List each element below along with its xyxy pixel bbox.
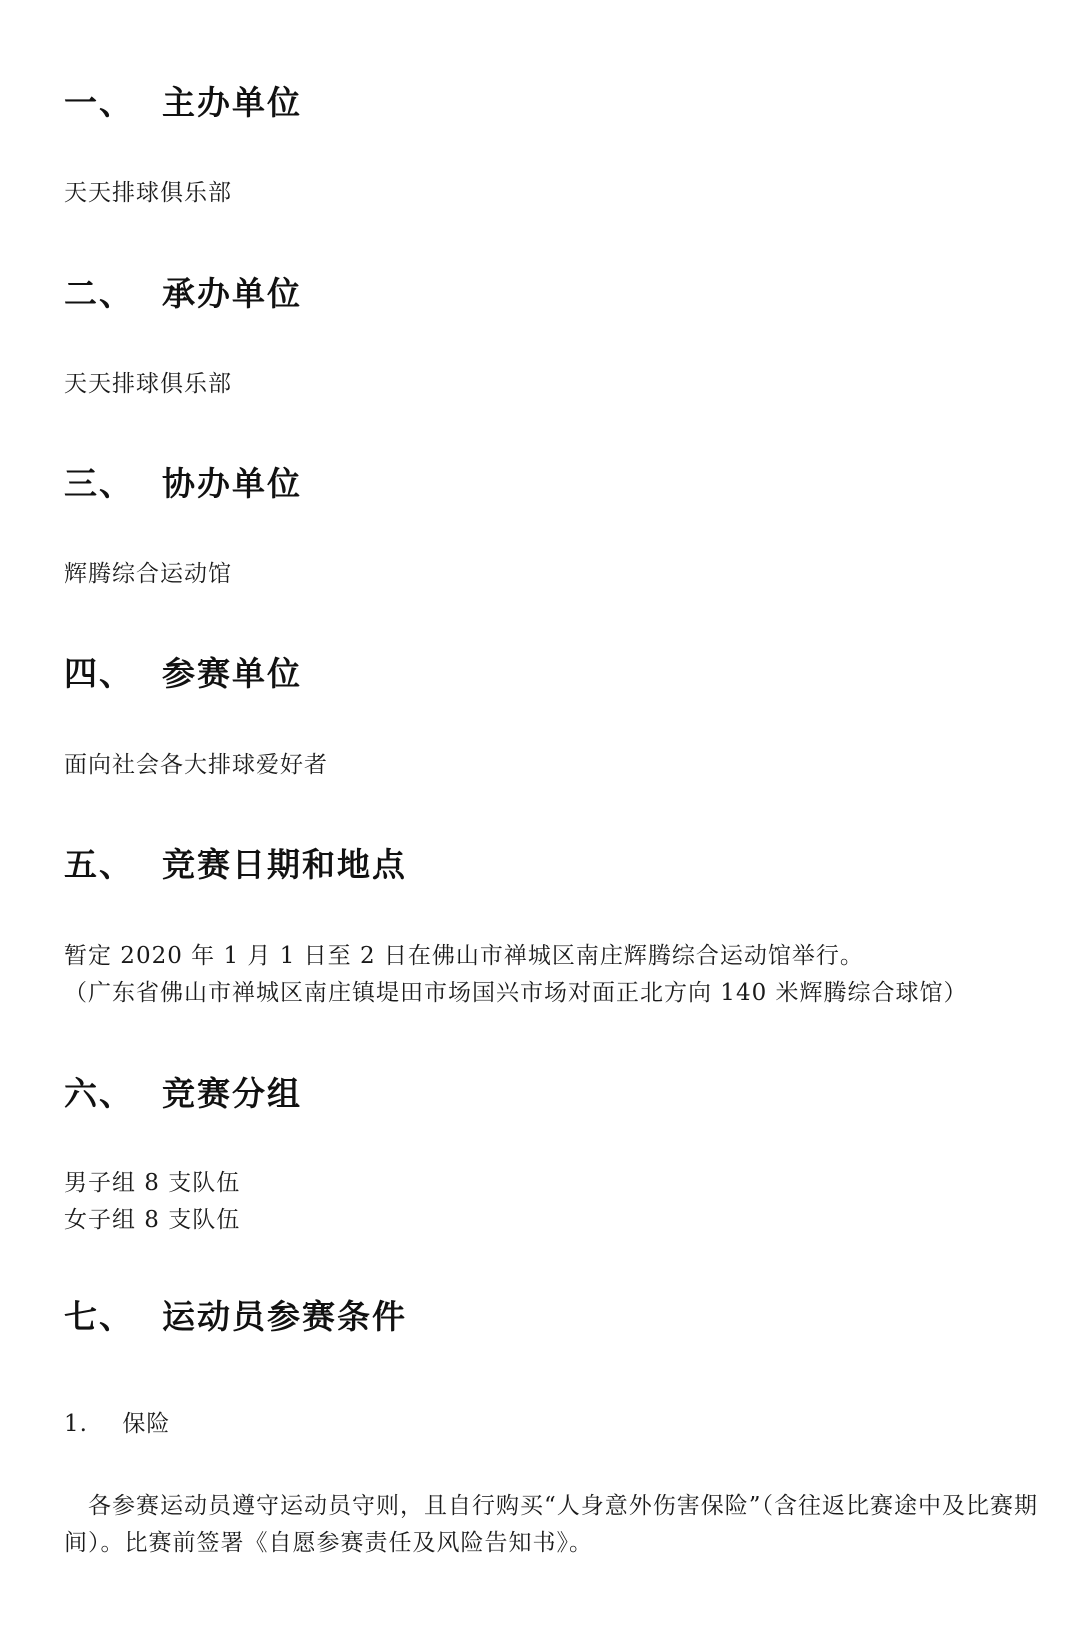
subsection-insurance: [64, 1406, 170, 1443]
section-6-line-2: 女子组 8 支队伍: [64, 1207, 241, 1233]
section-1-number: 一、: [64, 82, 134, 122]
section-4-number: 四、: [64, 653, 134, 693]
section-5-line-2: （广东省佛山市禅城区南庄镇堤田市场国兴市场对面正北方向 140 米辉腾综合球馆）: [64, 980, 968, 1006]
section-7-title: 运动员参赛条件: [162, 1296, 407, 1336]
section-2-number: 二、: [64, 273, 134, 313]
section-6-title: 竞赛分组: [162, 1073, 302, 1113]
section-6-heading: [64, 1066, 302, 1116]
insurance-paragraph: 各参赛运动员遵守运动员守则，且自行购买“人身意外伤害保险”（含往返比赛途中及比赛期间）。比赛前签署《自愿参赛责任及风险告知书》。: [64, 1493, 1039, 1556]
section-1-title: 主办单位: [162, 82, 302, 122]
section-2-heading: [64, 266, 302, 316]
section-6-number: 六、: [64, 1073, 134, 1113]
section-4-title: 参赛单位: [162, 653, 302, 693]
section-5-number: 五、: [64, 844, 134, 884]
subsection-number: 1.: [64, 1411, 88, 1437]
section-4-line-1: 面向社会各大排球爱好者: [64, 752, 328, 778]
section-3-title: 协办单位: [162, 463, 302, 503]
section-3-number: 三、: [64, 463, 134, 503]
section-7-number: 七、: [64, 1296, 134, 1336]
section-2-line-1: 天天排球俱乐部: [64, 371, 232, 397]
section-1-heading: [64, 75, 302, 125]
section-2-title: 承办单位: [162, 273, 302, 313]
subsection-title: 保险: [122, 1411, 171, 1437]
section-1-line-1: 天天排球俱乐部: [64, 180, 232, 206]
section-5-line-1: 暂定 2020 年 1 月 1 日至 2 日在佛山市禅城区南庄辉腾综合运动馆举行。: [64, 943, 864, 969]
section-7-heading: [64, 1289, 407, 1339]
section-3-heading: [64, 456, 302, 506]
section-5-title: 竞赛日期和地点: [162, 844, 407, 884]
section-5-heading: [64, 837, 407, 887]
section-3-line-1: 辉腾综合运动馆: [64, 561, 232, 587]
section-6-line-1: 男子组 8 支队伍: [64, 1170, 241, 1196]
section-4-heading: [64, 646, 302, 696]
